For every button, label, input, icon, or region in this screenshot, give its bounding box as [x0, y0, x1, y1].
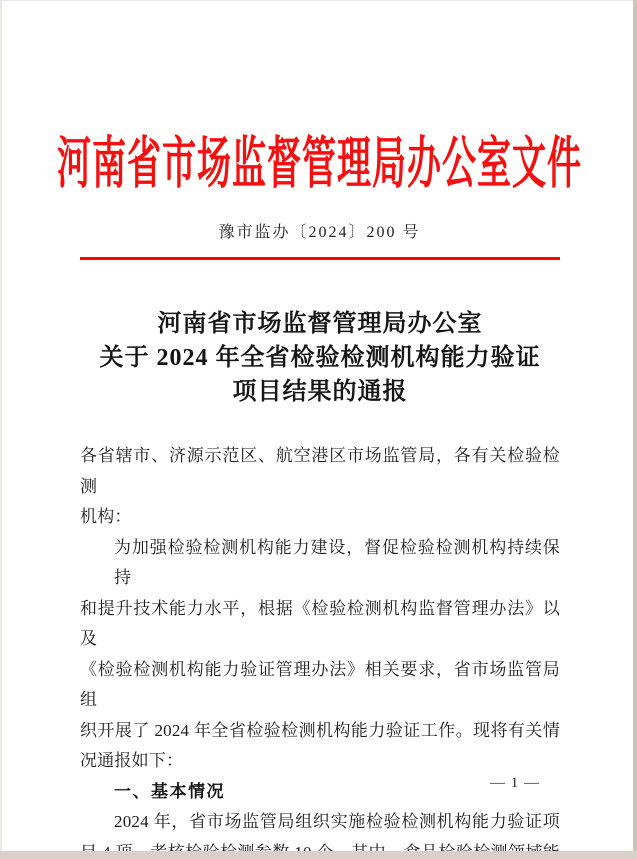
- body-line: 各省辖市、济源示范区、航空港区市场监管局，各有关检验检测: [80, 446, 560, 496]
- document-number: 豫市监办〔2024〕200 号: [218, 224, 421, 241]
- body-line: 2024 年，省市场监管局组织实施检验检测机构能力验证项: [114, 812, 560, 831]
- body-line: 和提升技术能力水平，根据《检验检测机构监督管理办法》以及: [80, 598, 560, 648]
- body-line: 织开展了 2024 年全省检验检测机构能力验证工作。现将有关情: [80, 720, 560, 740]
- body-line: 机构：: [80, 507, 132, 526]
- body-line: 况通报如下：: [80, 751, 184, 770]
- body-line: 一、基本情况: [114, 781, 225, 801]
- body-line: 《检验检测机构能力验证管理办法》相关要求，省市场监管局组: [80, 659, 560, 709]
- red-divider-rule: [80, 257, 560, 260]
- document-body: [80, 441, 560, 859]
- document-title-line: 河南省市场监督管理局办公室: [157, 311, 483, 337]
- page-number: — 1 —: [490, 775, 540, 791]
- document-title-line: 关于 2024 年全省检验检测机构能力验证: [99, 345, 541, 371]
- document-title: [80, 307, 560, 409]
- letterhead-title: 河南省市场监督管理局办公室文件: [57, 134, 582, 196]
- body-line: 为加强检验检测机构能力建设，督促检验检测机构持续保持: [114, 537, 560, 587]
- scan-edge-right: [633, 0, 637, 859]
- document-title-line: 项目结果的通报: [232, 379, 408, 405]
- scan-edge-bottom: [0, 851, 637, 859]
